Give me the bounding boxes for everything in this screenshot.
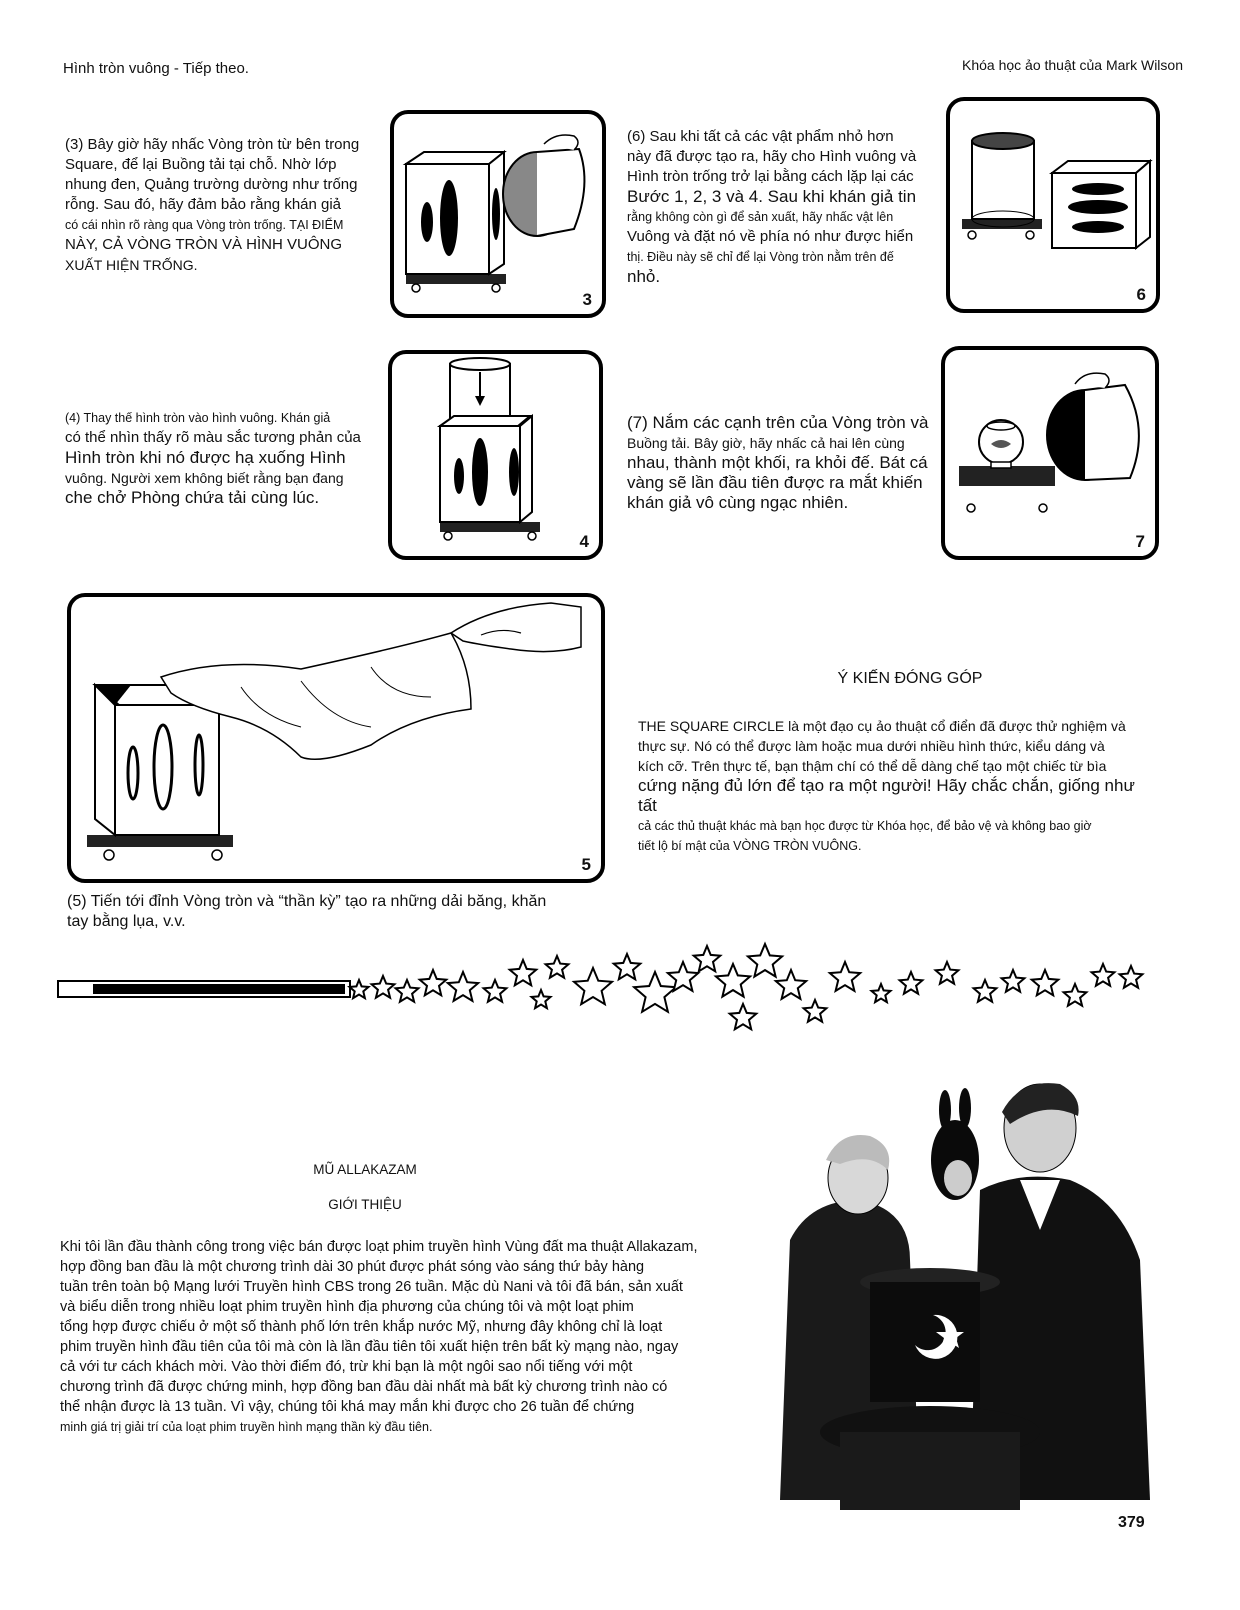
star-shape <box>900 972 923 994</box>
star-shape <box>574 968 612 1004</box>
silk-production-drawing <box>71 597 601 879</box>
step4-text: (4) Thay thế hình tròn vào hình vuông. Khán giả có thể nhìn thấy rõ màu sắc tương phản của Hình tròn khi nó được hạ xuống Hình vuông. Người xem không biết rằng bạn đang che chở Phòng chứa tải cùng lúc. <box>65 411 361 507</box>
star-shape <box>634 972 676 1012</box>
step5-text: (5) Tiến tới đỉnh Vòng tròn và “thần kỳ” tạo ra những dải băng, khăn tay bằng lụa, v.v. <box>67 893 547 930</box>
star-shape <box>448 972 478 1001</box>
star-shape <box>730 1004 757 1029</box>
star-shape <box>532 990 551 1008</box>
star-shape <box>1064 984 1087 1006</box>
star-shape <box>420 970 447 995</box>
circle-lowered-into-square-drawing <box>392 354 599 556</box>
allakazam-intro-text: Khi tôi lần đầu thành công trong việc bán được loạt phim truyền hình Vùng đất ma thuật Allakazam, hợp đồng ban đầu là một chương trình dài 30 phút được phát sóng vào sáng thứ bảy hàng tuần trên toàn bộ Mạng lưới Truyền hình CBS trong 26 tuần. Mặc dù Nani và tôi đã bán, sản xuất và biểu diễn trong nhiều loạt phim truyền hình địa phương của chúng tôi và một loạt phim tổng hợp được chiếu ở một số thành phố lớn trên khắp nước Mỹ, nhưng đây không chỉ là loạt phim truyền hình đầu tiên của tôi mà còn là lần đầu tiên tôi xuất hiện trên bất kỳ mạng nào, ngay cả với tư cách khách mời. Vào thời điểm đó, trừ khi bạn là một ngôi sao nổi tiếng với một chương trình đã được chứng minh, hợp đồng ban đầu dài nhất mà bất kỳ chương trình nào có thể nhận được là 13 tuần. Vì vậy, chúng tôi khá may mắn khi được cho 26 tuần để chứng minh giá trị giải trí của loạt phim truyền hình mạng thần kỳ đầu tiên. <box>60 1239 698 1434</box>
stars-decoration <box>345 938 1165 1038</box>
magicians-photo <box>770 1060 1165 1510</box>
star-shape <box>1120 966 1143 988</box>
section-subtitle: GIỚI THIỆU <box>328 1197 402 1212</box>
star-shape <box>748 944 782 977</box>
comment-title: Ý KIẾN ĐÓNG GÓP <box>837 670 983 687</box>
star-shape <box>546 956 569 978</box>
star-shape <box>396 980 419 1002</box>
page-number: 379 <box>1118 1514 1145 1531</box>
illustration-panel-5 <box>67 593 605 883</box>
comment-text: THE SQUARE CIRCLE là một đạo cụ ảo thuật cổ điển đã được thử nghiệm và thực sự. Nó có thể được làm hoặc mua dưới nhiều hình thức, kiểu dáng và kích cỡ. Trên thực tế, bạn thậm chí có thể dễ dàng chế tạo một chiếc từ bìa cứng nặng đủ lớn để tạo ra một người! Hãy chắc chắn, giống như tất cả các thủ thuật khác mà bạn học được từ Khóa học, để bảo vệ và không bao giờ tiết lộ bí mật của VÒNG TRÒN VUÔNG. <box>638 718 1135 853</box>
star-shape <box>1002 970 1025 992</box>
illustration-panel-3 <box>390 110 606 318</box>
star-shape <box>716 964 750 997</box>
star-shape <box>614 954 641 979</box>
step7-text: (7) Nắm các cạnh trên của Vòng tròn và Buồng tải. Bây giờ, hãy nhấc cả hai lên cùng nhau, thành một khối, ra khỏi đế. Bát cá vàng sẽ lần đầu tiên được ra mắt khiến khán giả vô cùng ngạc nhiên. <box>627 413 929 512</box>
illustration-panel-6 <box>946 97 1160 313</box>
circle-on-base-and-box-drawing <box>950 101 1156 309</box>
section-divider-bar <box>57 980 351 998</box>
star-shape <box>694 946 721 971</box>
star-shape <box>830 962 860 991</box>
star-shape <box>872 984 891 1002</box>
panel-number: 4 <box>579 532 589 551</box>
star-shape <box>484 980 507 1002</box>
star-shape <box>1092 964 1115 986</box>
step3-text: (3) Bây giờ hãy nhấc Vòng tròn từ bên trong Square, để lại Buồng tải tại chỗ. Nhờ lớp nhung đen, Quảng trường dường như trống rỗng. Sau đó, hãy đảm bảo rằng khán giả có cái nhìn rõ ràng qua Vòng tròn trống. TẠI ĐIỂM NÀY, CẢ VÒNG TRÒN VÀ HÌNH VUÔNG XUẤT HIỆN TRỐNG. <box>65 136 360 273</box>
step6-text: (6) Sau khi tất cả các vật phẩm nhỏ hơn này đã được tạo ra, hãy cho Hình vuông và Hình tròn trống trở lại bằng cách lặp lại các Bước 1, 2, 3 và 4. Sau khi khán giả tin rằng không còn gì để sản xuất, hãy nhấc vật lên Vuông và đặt nó về phía nó như được hiển thị. Điều này sẽ chỉ để lại Vòng tròn nằm trên đế nhỏ. <box>627 128 917 286</box>
star-shape <box>804 1000 827 1022</box>
running-header-right: Khóa học ảo thuật của Mark Wilson <box>961 57 1183 73</box>
star-shape <box>974 980 997 1002</box>
panel-number: 3 <box>582 290 592 309</box>
star-shape <box>372 976 395 998</box>
running-header-left: Hình tròn vuông - Tiếp theo. <box>63 60 249 77</box>
illustration-panel-4 <box>388 350 603 560</box>
square-box-and-circle-drawing <box>394 114 602 314</box>
star-shape <box>776 970 806 999</box>
panel-number: 6 <box>1136 285 1146 304</box>
star-shape <box>1032 970 1059 995</box>
fishbowl-revealed-drawing <box>945 350 1155 556</box>
panel-number: 5 <box>581 855 591 874</box>
star-shape <box>510 960 537 985</box>
section-title: MŨ ALLAKAZAM <box>313 1162 417 1177</box>
illustration-panel-7 <box>941 346 1159 560</box>
star-shape <box>350 980 369 998</box>
star-shape <box>936 962 959 984</box>
panel-number: 7 <box>1135 532 1145 551</box>
